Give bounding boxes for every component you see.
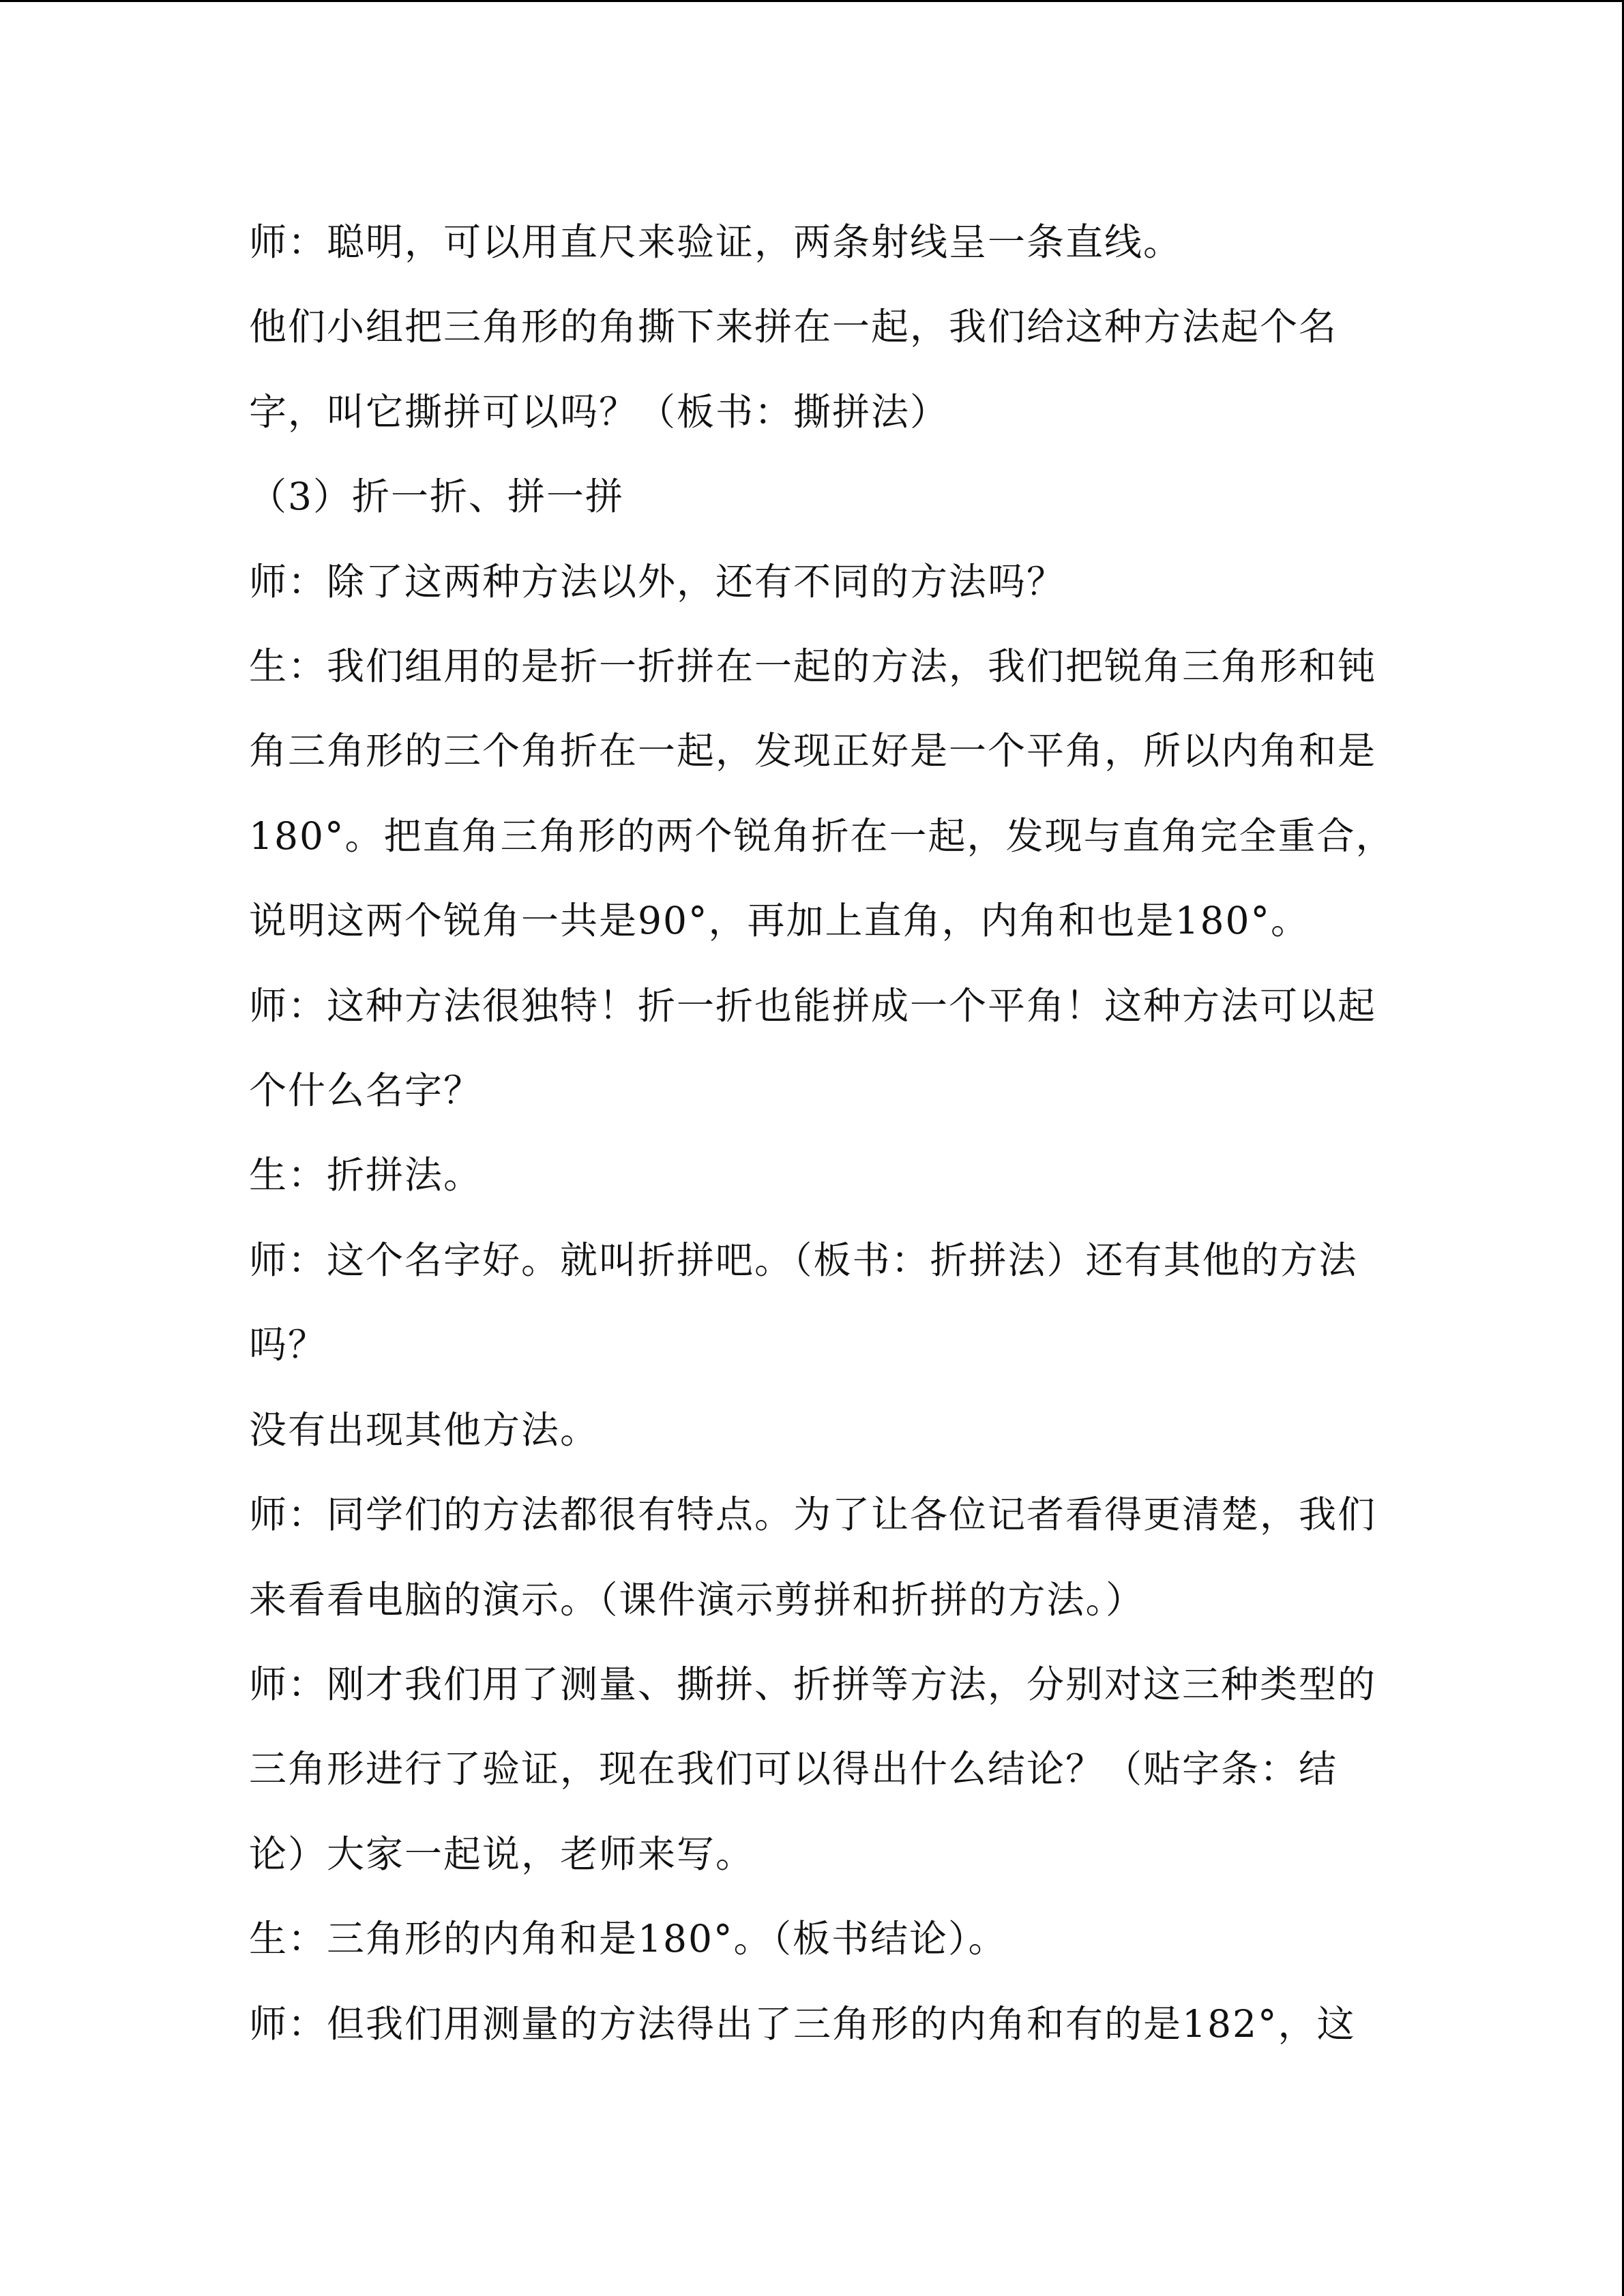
text-line-9: 说明这两个锐角一共是90°，再加上直角，内角和也是180°。 — [249, 899, 1310, 943]
text-line-2: 他们小组把三角形的角撕下来拼在一起，我们给这种方法起个名 — [249, 305, 1338, 349]
text-line-6: 生：我们组用的是折一折拼在一起的方法，我们把锐角三角形和钝 — [249, 644, 1377, 689]
document-body — [249, 200, 1395, 2066]
text-line-8: 180°。把直角三角形的两个锐角折在一起，发现与直角完全重合， — [249, 814, 1395, 858]
text-line-13: 师：这个名字好。就叫折拼吧。（板书：折拼法）还有其他的方法 — [249, 1238, 1358, 1282]
text-line-3: 字，叫它撕拼可以吗？（板书：撕拼法） — [249, 389, 949, 434]
text-line-15: 没有出现其他方法。 — [249, 1407, 600, 1452]
text-line-14: 吗？ — [249, 1323, 327, 1367]
text-line-17: 来看看电脑的演示。（课件演示剪拼和折拼的方法。） — [249, 1577, 1145, 1622]
text-line-18: 师：刚才我们用了测量、撕拼、折拼等方法，分别对这三种类型的 — [249, 1662, 1377, 1706]
text-line-20: 论）大家一起说，老师来写。 — [249, 1832, 755, 1876]
text-line-5: 师：除了这两种方法以外，还有不同的方法吗？ — [249, 559, 1066, 603]
text-line-12: 生：折拼法。 — [249, 1153, 483, 1197]
text-line-16: 师：同学们的方法都很有特点。为了让各位记者看得更清楚，我们 — [249, 1493, 1377, 1537]
text-line-22: 师：但我们用测量的方法得出了三角形的内角和有的是182°，这 — [249, 2001, 1356, 2046]
text-line-21: 生：三角形的内角和是180°。（板书结论）。 — [249, 1917, 1007, 1961]
section-heading: （3）折一折、拼一拼 — [249, 475, 624, 519]
text-line-11: 个什么名字？ — [249, 1069, 483, 1113]
text-line-1: 师：聪明，可以用直尺来验证，两条射线呈一条直线。 — [249, 220, 1183, 264]
text-line-7: 角三角形的三个角折在一起，发现正好是一个平角，所以内角和是 — [249, 729, 1377, 773]
text-line-10: 师：这种方法很独特！折一折也能拼成一个平角！这种方法可以起 — [249, 983, 1377, 1028]
text-line-19: 三角形进行了验证，现在我们可以得出什么结论？（贴字条：结 — [249, 1747, 1338, 1791]
